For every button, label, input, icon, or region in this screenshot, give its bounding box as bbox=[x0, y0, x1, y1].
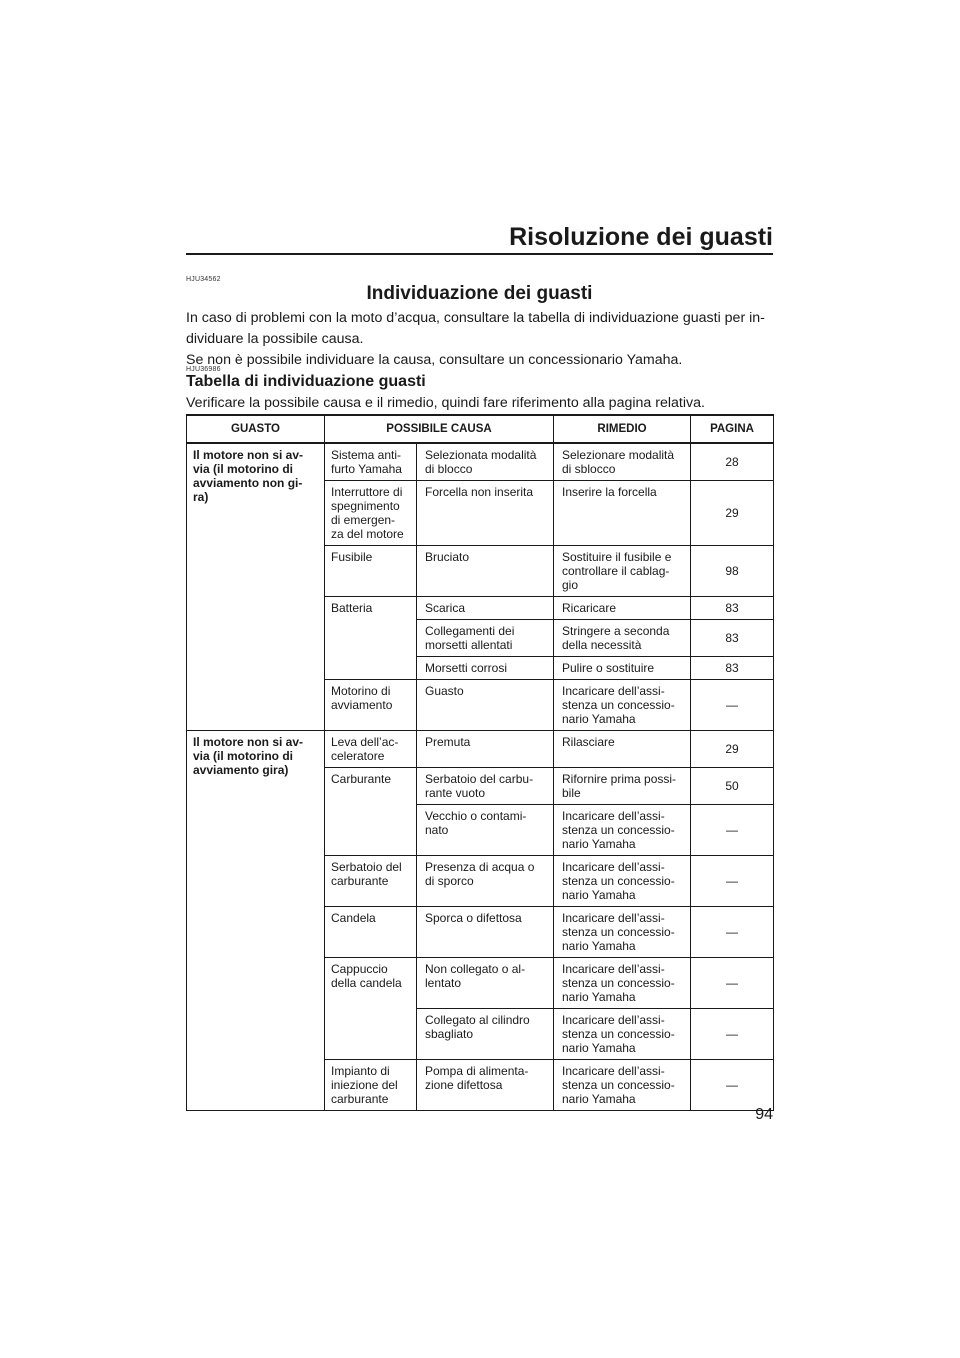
page-cell: 98 bbox=[691, 546, 774, 597]
page-title: Risoluzione dei guasti bbox=[509, 223, 773, 251]
intro-paragraph bbox=[186, 308, 776, 371]
component-cell: Candela bbox=[325, 907, 417, 958]
header-fault: GUASTO bbox=[187, 415, 325, 443]
component-cell: Batteria bbox=[325, 597, 417, 680]
remedy-cell: Incaricare dell’assi- stenza un concessio- nario Yamaha bbox=[554, 680, 691, 731]
table-header-row bbox=[187, 415, 774, 443]
component-cell: Serbatoio del carburante bbox=[325, 856, 417, 907]
page-cell: 83 bbox=[691, 620, 774, 657]
table-row bbox=[187, 731, 774, 768]
page-cell: 50 bbox=[691, 768, 774, 805]
remedy-cell: Incaricare dell’assi- stenza un concessio- nario Yamaha bbox=[554, 805, 691, 856]
page-cell: — bbox=[691, 680, 774, 731]
cause-cell: Serbatoio del carbu- rante vuoto bbox=[417, 768, 554, 805]
component-cell: Leva dell’ac- celeratore bbox=[325, 731, 417, 768]
page-cell: 28 bbox=[691, 443, 774, 481]
fault-cell: Il motore non si av- via (il motorino di avviamento non gi- ra) bbox=[187, 443, 325, 731]
component-cell: Cappuccio della candela bbox=[325, 958, 417, 1060]
remedy-cell: Incaricare dell’assi- stenza un concessio- nario Yamaha bbox=[554, 1060, 691, 1111]
page-cell: 29 bbox=[691, 731, 774, 768]
cause-cell: Morsetti corrosi bbox=[417, 657, 554, 680]
page-cell: — bbox=[691, 958, 774, 1009]
page-cell: — bbox=[691, 1009, 774, 1060]
cause-cell: Vecchio o contami- nato bbox=[417, 805, 554, 856]
remedy-cell: Incaricare dell’assi- stenza un concessio- nario Yamaha bbox=[554, 856, 691, 907]
remedy-cell: Selezionare modalità di sblocco bbox=[554, 443, 691, 481]
remedy-cell: Rilasciare bbox=[554, 731, 691, 768]
header-page: PAGINA bbox=[691, 415, 774, 443]
intro-line: Se non è possibile individuare la causa, consultare un concessionario Yamaha. bbox=[186, 352, 683, 368]
cause-cell: Presenza di acqua o di sporco bbox=[417, 856, 554, 907]
cause-cell: Sporca o difettosa bbox=[417, 907, 554, 958]
header-remedy: RIMEDIO bbox=[554, 415, 691, 443]
page-cell: 29 bbox=[691, 481, 774, 546]
page-cell: — bbox=[691, 907, 774, 958]
cause-cell: Collegamenti dei morsetti allentati bbox=[417, 620, 554, 657]
cause-cell: Non collegato o al- lentato bbox=[417, 958, 554, 1009]
section-code: HJU34562 bbox=[186, 276, 221, 283]
component-cell: Sistema anti- furto Yamaha bbox=[325, 443, 417, 481]
remedy-cell: Sostituire il fusibile e controllare il cablag- gio bbox=[554, 546, 691, 597]
cause-cell: Guasto bbox=[417, 680, 554, 731]
cause-cell: Forcella non inserita bbox=[417, 481, 554, 546]
remedy-cell: Incaricare dell’assi- stenza un concessio- nario Yamaha bbox=[554, 1009, 691, 1060]
intro-line: In caso di problemi con la moto d’acqua, consultare la tabella di individuazione guasti per in- bbox=[186, 310, 765, 326]
component-cell: Impianto di iniezione del carburante bbox=[325, 1060, 417, 1111]
cause-cell: Premuta bbox=[417, 731, 554, 768]
fault-cell: Il motore non si av- via (il motorino di avviamento gira) bbox=[187, 731, 325, 1111]
intro-line: dividuare la possibile causa. bbox=[186, 331, 364, 347]
page-number: 94 bbox=[755, 1106, 773, 1123]
component-cell: Motorino di avviamento bbox=[325, 680, 417, 731]
remedy-cell: Incaricare dell’assi- stenza un concessio- nario Yamaha bbox=[554, 907, 691, 958]
remedy-cell: Pulire o sostituire bbox=[554, 657, 691, 680]
cause-cell: Scarica bbox=[417, 597, 554, 620]
component-cell: Interruttore di spegnimento di emergen- za del motore bbox=[325, 481, 417, 546]
subsection-code: HJU36986 bbox=[186, 366, 221, 373]
title-rule bbox=[186, 253, 773, 255]
remedy-cell: Rifornire prima possi- bile bbox=[554, 768, 691, 805]
page-cell: — bbox=[691, 1060, 774, 1111]
subsection-text: Verificare la possibile causa e il rimedio, quindi fare riferimento alla pagina relativa. bbox=[186, 395, 705, 411]
page-cell: 83 bbox=[691, 657, 774, 680]
remedy-cell: Ricaricare bbox=[554, 597, 691, 620]
remedy-cell: Stringere a seconda della necessità bbox=[554, 620, 691, 657]
header-cause: POSSIBILE CAUSA bbox=[325, 415, 554, 443]
section-heading: Individuazione dei guasti bbox=[366, 283, 593, 304]
page-cell: — bbox=[691, 805, 774, 856]
cause-cell: Selezionata modalità di blocco bbox=[417, 443, 554, 481]
page-cell: — bbox=[691, 856, 774, 907]
cause-cell: Bruciato bbox=[417, 546, 554, 597]
component-cell: Carburante bbox=[325, 768, 417, 856]
cause-cell: Pompa di alimenta- zione difettosa bbox=[417, 1060, 554, 1111]
remedy-cell: Incaricare dell’assi- stenza un concessio- nario Yamaha bbox=[554, 958, 691, 1009]
component-cell: Fusibile bbox=[325, 546, 417, 597]
subsection-heading: Tabella di individuazione guasti bbox=[186, 373, 426, 390]
table-row bbox=[187, 443, 774, 481]
troubleshooting-table bbox=[186, 414, 774, 1111]
remedy-cell: Inserire la forcella bbox=[554, 481, 691, 546]
page-cell: 83 bbox=[691, 597, 774, 620]
cause-cell: Collegato al cilindro sbagliato bbox=[417, 1009, 554, 1060]
